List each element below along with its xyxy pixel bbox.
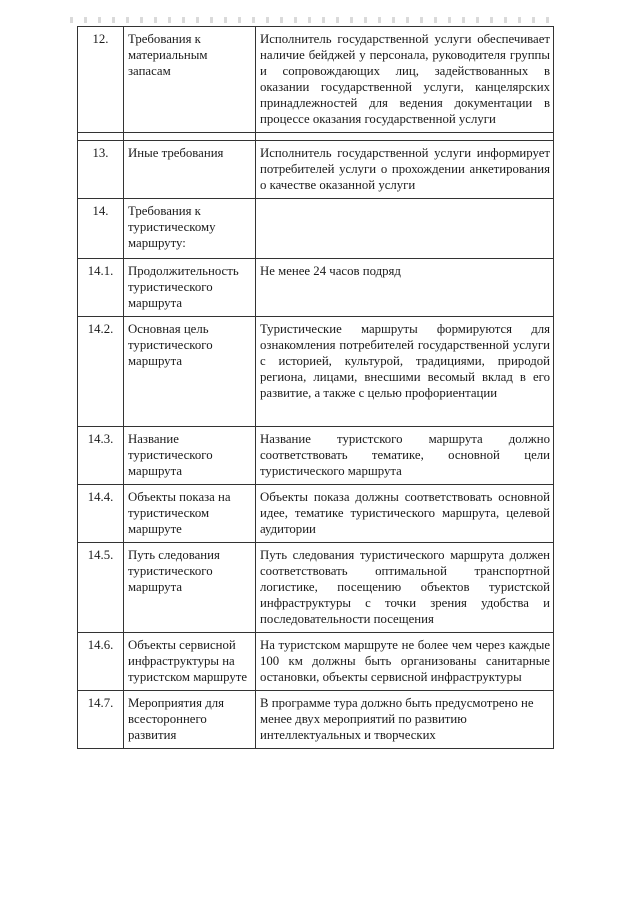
requirement-description: Не менее 24 часов подряд [256,259,554,317]
table-row [78,691,554,749]
table-row [78,485,554,543]
requirement-description: Туристические маршруты формируются для ознакомления потребителей государственной услуги с историей, культурой, традициями, природой региона, лицами, внесшими весомый вклад в его развитие, а также с целью профориентации [256,317,554,427]
requirement-description [256,199,554,259]
requirement-description: В программе тура должно быть предусмотрено не менее двух мероприятий по развитию интеллектуальных и творческих [256,691,554,749]
requirement-description: Объекты показа должны соответствовать основной идее, тематике туристического маршрута, целевой аудитории [256,485,554,543]
requirement-name: Требования к туристическому маршруту: [124,199,256,259]
table-row [78,317,554,427]
requirement-name: Объекты сервисной инфраструктуры на туристском маршруте [124,633,256,691]
scan-edge-noise [70,17,550,23]
row-number: 14. [78,199,124,259]
row-number: 12. [78,27,124,133]
row-number: 14.6. [78,633,124,691]
requirement-name: Иные требования [124,141,256,199]
requirement-description: Название туристского маршрута должно соответствовать тематике, основной цели туристического маршрута [256,427,554,485]
table-row [78,427,554,485]
table-row [78,259,554,317]
row-number: 14.4. [78,485,124,543]
table-row [78,27,554,133]
requirement-name: Основная цель туристического маршрута [124,317,256,427]
requirement-description: На туристском маршруте не более чем через каждые 100 км должны быть организованы санитарные остановки, объекты сервисной инфраструктуры [256,633,554,691]
table-row [78,141,554,199]
requirement-description: Исполнитель государственной услуги информирует потребителей услуги о прохождении анкетирования о качестве оказанной услуги [256,141,554,199]
requirement-name: Название туристического маршрута [124,427,256,485]
requirement-name: Объекты показа на туристическом маршруте [124,485,256,543]
requirements-table [77,26,554,749]
requirement-description: Путь следования туристического маршрута должен соответствовать оптимальной транспортной логистике, посещению объектов туристской инфраструктуры с точки зрения удобства и последовательности посещения [256,543,554,633]
row-number: 13. [78,141,124,199]
row-number: 14.2. [78,317,124,427]
requirement-name: Требования к материальным запасам [124,27,256,133]
table-row [78,199,554,259]
row-number: 14.1. [78,259,124,317]
row-number: 14.5. [78,543,124,633]
table-row [78,543,554,633]
row-number: 14.7. [78,691,124,749]
requirement-name: Путь следования туристического маршрута [124,543,256,633]
requirement-description: Исполнитель государственной услуги обеспечивает наличие бейджей у персонала, руководителя группы и сопровождающих лиц, задействованных в оказании государственной услуги, канцелярских принадлежностей для ведения документации в процессе оказания государственной услуги [256,27,554,133]
requirement-name: Мероприятия для всестороннего развития [124,691,256,749]
table-row [78,633,554,691]
row-number: 14.3. [78,427,124,485]
requirement-name: Продолжительность туристического маршрута [124,259,256,317]
